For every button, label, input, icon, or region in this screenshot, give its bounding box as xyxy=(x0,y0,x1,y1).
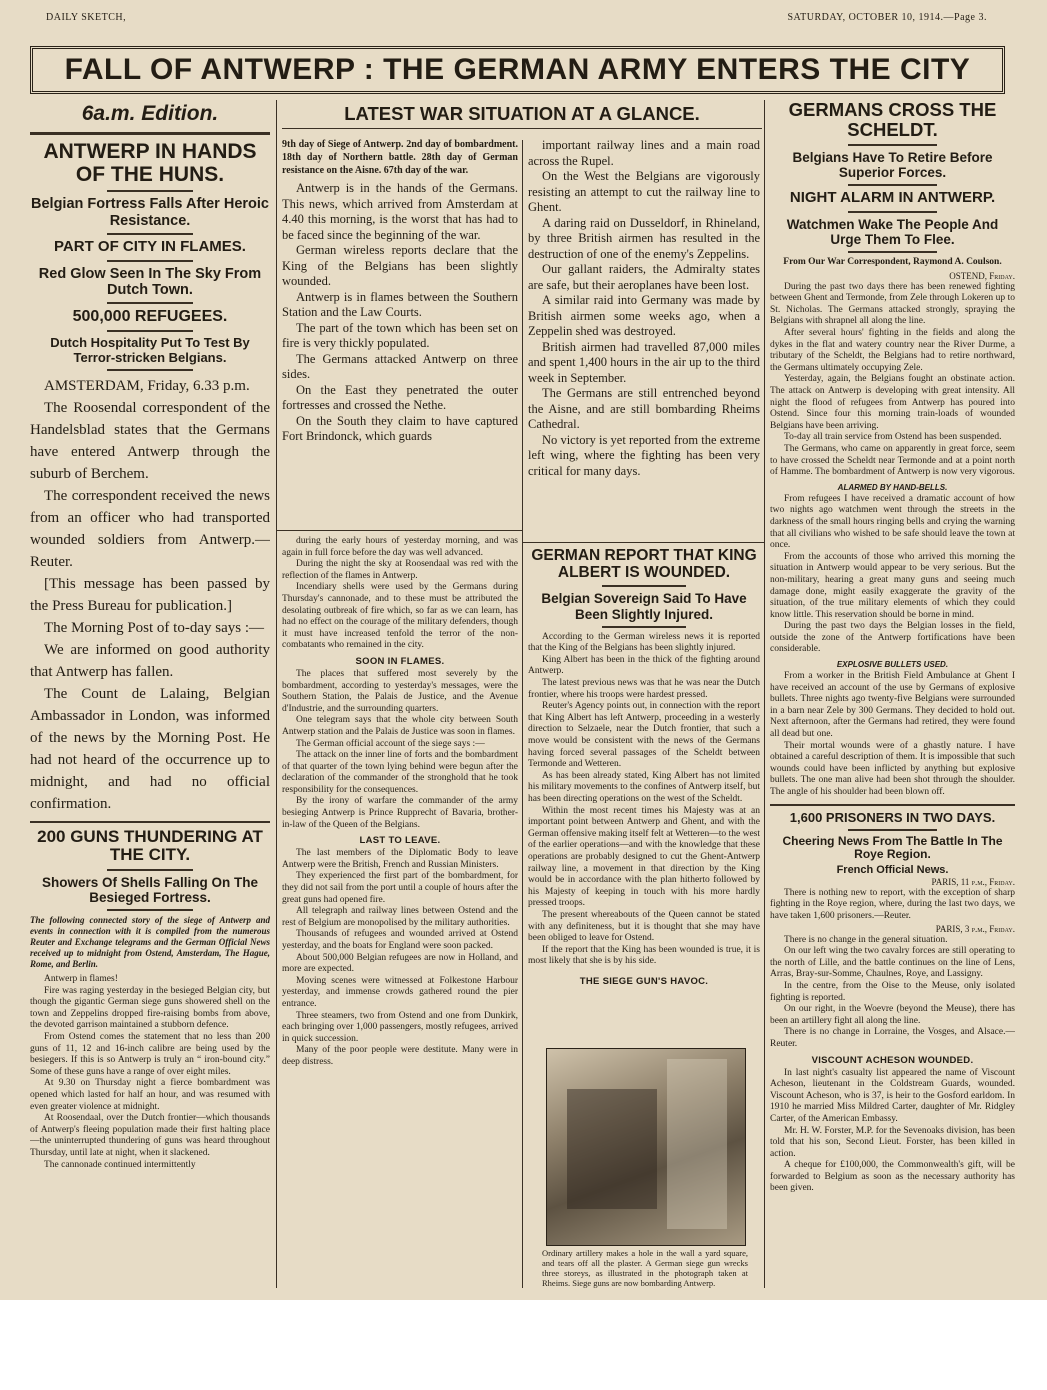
article-paragraph: The part of the town which has been set on fire is very thickly populated. xyxy=(282,320,518,350)
article-paragraph: One telegram says that the whole city between South Antwerp station and the Palais de Justice was soon in flames. xyxy=(282,715,518,737)
column-rule xyxy=(522,542,764,543)
deck-retire: Belgians Have To Retire Before Superior Forces. xyxy=(792,149,993,181)
headline-200-guns: 200 GUNS THUNDERING AT THE CITY. xyxy=(37,827,263,865)
headline-scheldt: GERMANS CROSS THE SCHELDT. xyxy=(788,100,997,140)
article-paragraph: The places that suffered most severely by the bombardment, according to yesterday's messages, were the Southern Station, the Palais de Justice, and the Avenue d'Industrie, and the surrounding quarters. xyxy=(282,668,518,714)
article-paragraph: During the night the sky at Roosendaal was red with the reflection of the flames in Antwerp. xyxy=(282,559,518,581)
banner-headline: FALL OF ANTWERP : THE GERMAN ARMY ENTERS THE CITY xyxy=(30,46,1005,94)
article-paragraph: The last members of the Diplomatic Body to leave Antwerp were the British, French and Russian Ministers. xyxy=(282,848,518,870)
deck-watchmen: Watchmen Wake The People And Urge Them To Flee. xyxy=(786,216,999,248)
article-paragraph: There is no change in Lorraine, the Vosges, and Alsace.—Reuter. xyxy=(770,1027,1015,1049)
article-paragraph: On the South they claim to have captured Fort Brindonck, which guards xyxy=(282,413,518,443)
article-paragraph: During the past two days the Belgian losses in the field, outside the zone of the Antwerp fortifications have been considerable. xyxy=(770,621,1015,655)
divider xyxy=(107,233,193,235)
column-rule xyxy=(276,100,277,1288)
dateline-ostend: OSTEND, Friday. xyxy=(949,270,1015,281)
deck-dutch-hospitality: Dutch Hospitality Put To Test By Terror-stricken Belgians. xyxy=(50,334,250,365)
sub-soon-in-flames: SOON IN FLAMES. xyxy=(355,655,445,667)
article-paragraph: Within the most recent times his Majesty was at an important point between Antwerp and Ghent, and with the German offensive making itself felt at Wetteren—to the west of the earlier operations—and with the knowledge that these operations are probably designed to cut the Ghent-Antwerp railway line, a movement in that direction by the King would be in accordance with the plan hitherto followed by his Majesty of keeping in touch with his more hardly pressed troops. xyxy=(528,805,760,909)
article-paragraph: The Morning Post of to-day says :— xyxy=(44,620,264,637)
article-paragraph: during the early hours of yesterday morning, and was again in full force before the day was well advanced. xyxy=(282,536,518,558)
article-paragraph: Moving scenes were witnessed at Folkestone Harbour yesterday, and immense crowds gathered round the pier entrance. xyxy=(282,975,518,1009)
sub-acheson: VISCOUNT ACHESON WOUNDED. xyxy=(811,1054,974,1066)
article-paragraph: Many of the poor people were destitute. Many were in deep distress. xyxy=(282,1045,518,1067)
article-paragraph: At 9.30 on Thursday night a fierce bombardment was opened which lasted for half an hour, and was resumed with even greater violence at midnight. xyxy=(30,1078,270,1112)
article-paragraph: Our gallant raiders, the Admiralty states are safe, but their aeroplanes have been lost. xyxy=(528,262,760,292)
deck-night-alarm: NIGHT ALARM IN ANTWERP. xyxy=(789,189,996,207)
article-paragraph: The cannonade continued intermittently xyxy=(44,1159,196,1170)
headline-antwerp: ANTWERP IN HANDS OF THE HUNS. xyxy=(43,140,257,186)
article-paragraph: The Roosendal correspondent of the Handelsblad states that the Germans have entered Antwerp through the suburb of Berchem. xyxy=(30,400,270,483)
divider xyxy=(848,184,936,186)
divider xyxy=(30,821,270,823)
masthead-right: SATURDAY, OCTOBER 10, 1914.—Page 3. xyxy=(787,12,987,23)
article-paragraph: Antwerp is in the hands of the Germans. This news, which arrived from Amsterdam at 4.40 this morning, is the worst that has had to be faced since the beginning of the war. xyxy=(282,181,518,242)
article-paragraph: The latest previous news was that he was near the Dutch frontier, where his troops were hardest pressed. xyxy=(528,678,760,700)
photo-caption: Ordinary artillery makes a hole in the wall a yard square, and tears off all the plaster. A German siege gun wrecks three storeys, as illustrated in the photograph taken at Rheims. Siege guns are now bombarding Antwerp. xyxy=(542,1248,748,1288)
deck-roye: Cheering News From The Battle In The Roye Region. xyxy=(782,833,1003,862)
photo-title: THE SIEGE GUN'S HAVOC. xyxy=(579,975,709,987)
war-lead: 9th day of Siege of Antwerp. 2nd day of bombardment. 18th day of Northern battle. 28th day of German resistance on the Aisne. 67th day of the war. xyxy=(282,139,518,176)
column-rule xyxy=(276,530,522,531)
article-paragraph: Incendiary shells were used by the Germans during Thursday's cannonade, and to these must be attributed the desolating outbreak of fire which, so far as we can learn, has had no effect on the courage of the military defenders, though it must have increased tenfold the terror of the non-combatants who remained in the city. xyxy=(282,582,518,651)
article-paragraph: No victory is yet reported from the extreme left wing, where the fighting has been very critical for many days. xyxy=(528,432,760,478)
article-paragraph: The correspondent received the news from an officer who had transported wounded soldiers from Antwerp.—Reuter. xyxy=(30,488,270,571)
divider xyxy=(30,132,270,135)
article-paragraph: About 500,000 Belgian refugees are now in Holland, and more are expected. xyxy=(282,952,518,975)
article-paragraph: Their mortal wounds were of a ghastly nature. I have obtained a careful description of them. It is impossible that such wounds could have been inflicted by anything but explosive bullets. The one man alive had been shot through the shoulder. The angle of his shoulder had been blown off. xyxy=(770,740,1015,798)
divider xyxy=(848,251,936,253)
headline-king-albert: GERMAN REPORT THAT KING ALBERT IS WOUNDED. xyxy=(531,548,757,581)
article-paragraph: [This message has been passed by the Press Bureau for publication.] xyxy=(30,576,270,615)
divider xyxy=(848,829,936,831)
article-paragraph: After several hours' fighting in the fields and along the dykes in the flat and watery country near the River Durme, a tributary of the Scheldt, the Belgians had to retire northward, the Germans ultimately occupying Zele. xyxy=(770,328,1015,373)
article-paragraph: By the irony of warfare the commander of the army besieging Antwerp is Prince Rupprecht of Bavaria, brother-in-law of the Queen of the Belgians. xyxy=(282,796,518,830)
divider xyxy=(107,369,193,371)
article-paragraph: On our left wing the two cavalry forces are still operating to the north of Lille, and the battle continues on the line of Lens, Arras, Bray-sur-Somme, Chaulnes, Roye, and Lassigny. xyxy=(770,946,1015,980)
article-paragraph: A cheque for £100,000, the Commonwealth's gift, will be forwarded to Belgium as soon as the necessary authority has been given. xyxy=(770,1160,1015,1194)
column-king-albert xyxy=(528,548,760,1043)
article-paragraph: On our right, in the Woevre (beyond the Meuse), there has been an artillery fight all along the line. xyxy=(770,1004,1015,1026)
column-war-situation-left xyxy=(282,138,518,528)
divider xyxy=(107,909,193,911)
article-paragraph: At Roosendaal, over the Dutch frontier—which thousands of Antwerp's fleeing population made their first halting place—the uninterrupted thundering of guns was heard throughout Thursday, until late at night, when it slackened. xyxy=(30,1113,270,1158)
article-paragraph: The Germans, who came on apparently in great force, seem to have crossed the Scheldt near Termonde and at a point north of Hamme. The bombardment of Antwerp is now very vigorous. xyxy=(770,443,1015,478)
divider xyxy=(107,190,193,192)
column-scheldt xyxy=(770,100,1015,1288)
article-paragraph: All telegraph and railway lines between Ostend and the rest of Belgium are monopolised by the military authorities. xyxy=(282,906,518,928)
article-paragraph: German wireless reports declare that the King of the Belgians has been slightly wounded. xyxy=(282,243,518,288)
deck-refugees: 500,000 REFUGEES. xyxy=(72,308,228,326)
article-paragraph: British airmen had travelled 87,000 miles and spent 1,400 hours in the air up to the third week in September. xyxy=(528,339,760,385)
dateline-paris-3: PARIS, 3 p.m., Friday. xyxy=(935,923,1015,934)
article-paragraph: The Germans are still entrenched beyond the Aisne, and are still bombarding Rheims Cathedral. xyxy=(528,386,760,431)
article-paragraph: We are informed on good authority that Antwerp has fallen. xyxy=(30,642,270,681)
divider xyxy=(770,804,1015,806)
article-paragraph: From the accounts of those who arrived this morning the situation in Antwerp would appear to be very serious. But the non-military, hearing a great many guns and seeing much damage done, might easily exaggerate the gravity of the situation, of the true military elements of which they could know little. This reservation should be borne in mind. xyxy=(770,551,1015,620)
article-paragraph: In the centre, from the Oise to the Meuse, only isolated fighting is reported. xyxy=(770,980,1015,1003)
article-paragraph: On the West the Belgians are vigorously resisting an attempt to cut the railway line to Ghent. xyxy=(528,169,760,214)
sub-hand-bells: ALARMED BY HAND-BELLS. xyxy=(837,482,948,492)
masthead-left: DAILY SKETCH, xyxy=(46,12,127,23)
article-paragraph: Antwerp is in flames between the Southern Station and the Law Courts. xyxy=(282,289,518,319)
column-antwerp-continued xyxy=(282,536,518,1286)
article-paragraph: There is no change in the general situation. xyxy=(784,934,948,945)
divider xyxy=(107,330,193,332)
headline-prisoners: 1,600 PRISONERS IN TWO DAYS. xyxy=(789,809,996,825)
article-paragraph: There is nothing new to report, with the exception of sharp fighting in the Roye region, where, during the last two days, we have taken 1,600 prisoners.—Reuter. xyxy=(770,887,1015,922)
deck-red-glow: Red Glow Seen In The Sky From Dutch Town. xyxy=(38,265,262,298)
article-paragraph: The attack on the inner line of forts and the bombardment of that quarter of the town lying behind were begun after the declaration of the commander of the stronghold that he took responsibility for the consequences. xyxy=(282,750,518,795)
article-paragraph: Thousands of refugees and wounded arrived at Ostend yesterday, and the boats for England were soon packed. xyxy=(282,929,518,951)
intro-paragraph: The following connected story of the siege of Antwerp and events in connection with it is compiled from the numerous Reuter and Exchange telegrams and the German Official News received up to midnight from Ostend, Amsterdam, The Hague, Rome, and Berlin. xyxy=(30,915,270,970)
column-antwerp-huns xyxy=(30,100,270,1285)
article-paragraph: important railway lines and a main road across the Rupel. xyxy=(528,138,760,168)
divider xyxy=(848,144,936,146)
article-paragraph: Reuter's Agency points out, in connection with the report that King Albert has left Antwerp, proceeding in a westerly direction to Selzaele, near the Dutch frontier, that such a move would be consistent with the news of the Germans having forced several passages of the Scheldt between Termonde and Wetteren. xyxy=(528,701,760,770)
column-rule xyxy=(764,100,765,1288)
divider xyxy=(602,626,686,628)
divider xyxy=(107,302,193,304)
article-paragraph: Mr. H. W. Forster, M.P. for the Sevenoaks division, has been told that his son, Second Lieut. Forster, has been killed in action. xyxy=(770,1125,1015,1159)
article-paragraph: From refugees I have received a dramatic account of how two nights ago watchmen went through the streets in the darkness of the small hours ringing bells and crying the warning that all civilians who wished to be safe should leave the town at once. xyxy=(770,493,1015,551)
article-paragraph: From Ostend comes the statement that no less than 200 guns of 11, 12 and 16-inch calibre are being used by the besiegers. If this is so Antwerp is truly an “ iron-bound city.” Some of these guns have a range of over eight miles. xyxy=(30,1031,270,1077)
article-paragraph: Fire was raging yesterday in the besieged Belgian city, but though the gigantic German siege guns showered shell on the town and Zeppelins dropped fire-raising bombs from above, the devoted garrison maintained a stubborn defence. xyxy=(30,985,270,1031)
edition-label: 6a.m. Edition. xyxy=(81,102,219,125)
article-paragraph: The Count de Lalaing, Belgian Ambassador in London, was informed of the news by the Morning Post. He had not heard of the occurrence up to midnight, and had no official confirmation. xyxy=(30,686,270,813)
article-paragraph: The German official account of the siege says :— xyxy=(296,738,485,749)
article-paragraph: They experienced the first part of the bombardment, for they did not sail from the port until a couple of hours after the great guns had opened fire. xyxy=(282,871,518,905)
photo-caption-block xyxy=(542,1248,748,1288)
article-paragraph: In last night's casualty list appeared the name of Viscount Acheson, lieutenant in the Coldstream Guards, wounded. Viscount Acheson, who is 37, is heir to the Gosford earldom. In 1910 he married Miss Mildred Carter, daughter of Mr. Ridgley Carter, of the American Embassy. xyxy=(770,1067,1015,1124)
column-war-situation-right xyxy=(528,138,760,540)
article-paragraph: From a worker in the British Field Ambulance at Ghent I have received an account of the use by Germans of explosive bullets. Three nights ago twenty-five Belgians were surrounded in a barn near Zele by 300 Germans. They decided to hold out. Next afternoon, after the Germans had retired, they were found all dead but one. xyxy=(770,671,1015,740)
article-paragraph: King Albert has been in the thick of the fighting around Antwerp. xyxy=(528,654,760,677)
divider xyxy=(848,211,936,213)
article-paragraph: Yesterday, again, the Belgians fought an obstinate action. The attack on Antwerp is developing with great intensity. All night the flood of refugees from Antwerp has poured into Ostend. Since four this morning train-loads of wounded Belgians have been arriving. xyxy=(770,374,1015,431)
article-paragraph: Antwerp in flames! xyxy=(44,974,118,985)
article-paragraph: AMSTERDAM, Friday, 6.33 p.m. xyxy=(44,378,250,395)
siege-photo xyxy=(546,1048,746,1246)
sub-last-to-leave: LAST TO LEAVE. xyxy=(359,835,441,847)
article-paragraph: Three steamers, two from Ostend and one from Dunkirk, each bringing over 1,000 passengers, mostly refugees, arrived in quick succession. xyxy=(282,1010,518,1044)
article-paragraph: The present whereabouts of the Queen cannot be stated with any definiteness, but it is thought that she may have been obliged to leave for Ostend. xyxy=(528,909,760,944)
deck-fortress: Belgian Fortress Falls After Heroic Resistance. xyxy=(31,196,269,229)
heading-war-situation: LATEST WAR SITUATION AT A GLANCE. xyxy=(282,100,762,129)
dateline-paris-11: PARIS, 11 p.m., Friday. xyxy=(931,876,1015,887)
article-paragraph: A similar raid into Germany was made by British airmen some weeks ago, when a Zeppelin shed was destroyed. xyxy=(528,293,760,338)
divider xyxy=(107,869,193,871)
divider xyxy=(107,260,193,262)
sub-explosive-bullets: EXPLOSIVE BULLETS USED. xyxy=(836,660,949,670)
deck-french-official: French Official News. xyxy=(836,863,949,876)
article-paragraph: The Germans attacked Antwerp on three sides. xyxy=(282,351,518,381)
article-paragraph: A daring raid on Dusseldorf, in Rhineland, by three British airmen has resulted in the destruction of one of the enemy's Zeppelins. xyxy=(528,215,760,261)
article-paragraph: According to the German wireless news it is reported that the King of the Belgians has been slightly injured. xyxy=(528,631,760,654)
article-paragraph: On the East they penetrated the outer fortresses and crossed the Nethe. xyxy=(282,382,518,412)
deck-showers-of-shells: Showers Of Shells Falling On The Besieged Fortress. xyxy=(41,874,259,905)
article-paragraph: If the report that the King has been wounded is true, it is most likely that she is by his side. xyxy=(528,944,760,967)
article-paragraph: To-day all train service from Ostend has been suspended. xyxy=(784,432,1002,443)
article-paragraph: During the past two days there has been renewed fighting between Ghent and Termonde, from Zele through Lokeren up to St. Nicholas. The Germans attacked strongly, spraying the Belgians with shrapnel all along the line. xyxy=(770,281,1015,327)
article-paragraph: As has been already stated, King Albert has not limited his military movements to the confines of Antwerp itself, but has been directing operations on the west of the Scheldt. xyxy=(528,770,760,804)
deck-sovereign: Belgian Sovereign Said To Have Been Slightly Injured. xyxy=(541,591,747,622)
divider xyxy=(602,585,686,587)
byline: From Our War Correspondent, Raymond A. Coulson. xyxy=(783,257,1002,268)
deck-city-flames: PART OF CITY IN FLAMES. xyxy=(54,237,246,255)
